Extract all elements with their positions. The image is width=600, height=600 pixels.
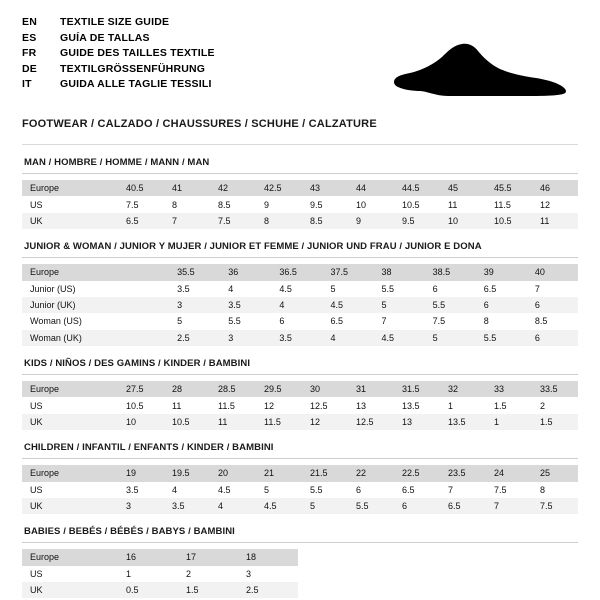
cell <box>118 313 169 329</box>
table-row <box>22 582 298 598</box>
cell: 10.5 <box>164 414 210 430</box>
cell: 6 <box>356 484 362 495</box>
row-label: Woman (UK) <box>22 330 118 346</box>
cell: 17 <box>178 549 238 565</box>
cell: 11.5 <box>256 414 302 430</box>
cell: 24 <box>486 465 532 481</box>
cell <box>118 330 169 346</box>
cell: 5 <box>330 283 336 294</box>
cell: 8 <box>256 213 302 229</box>
cell: 7.5 <box>532 498 578 514</box>
size-block-babies <box>22 526 578 598</box>
cell: 29.5 <box>256 381 302 397</box>
row-label: UK <box>22 213 118 229</box>
cell: 1.5 <box>494 400 507 411</box>
cell <box>118 281 169 297</box>
cell: 7.5 <box>432 316 446 327</box>
cell: 1.5 <box>178 582 238 598</box>
cell: 4 <box>322 330 373 346</box>
table-row <box>22 180 578 196</box>
cell: 22.5 <box>394 465 440 481</box>
language-row <box>22 63 215 79</box>
cell: 25 <box>532 465 578 481</box>
cell: 11 <box>448 199 458 210</box>
cell: 3.5 <box>220 297 271 313</box>
cell: 10 <box>118 414 164 430</box>
cell: 41 <box>164 180 210 196</box>
cell: 19 <box>118 465 164 481</box>
cell: 37.5 <box>322 264 373 280</box>
cell: 4 <box>172 484 178 495</box>
cell: 9 <box>264 199 270 210</box>
cell: 13 <box>356 400 367 411</box>
cell: 7 <box>381 316 387 327</box>
cell: 11 <box>172 400 182 411</box>
cell: 12 <box>264 400 275 411</box>
cell: 27.5 <box>118 381 164 397</box>
table-row <box>22 264 578 280</box>
block-heading: CHILDREN / INFANTIL / ENFANTS / KINDER / BAMBINI <box>24 442 274 454</box>
cell: 9.5 <box>394 213 440 229</box>
block-divider <box>22 173 578 174</box>
cell: 5 <box>177 316 183 327</box>
block-divider <box>22 542 578 543</box>
cell: 5.5 <box>228 316 241 327</box>
cell: 38 <box>374 264 425 280</box>
cell: 5 <box>425 330 476 346</box>
cell: 44.5 <box>394 180 440 196</box>
table-row <box>22 330 578 346</box>
table-row <box>22 414 578 430</box>
cell: 11 <box>532 213 578 229</box>
language-code: ES <box>22 31 37 44</box>
cell: 4.5 <box>374 330 425 346</box>
cell <box>118 297 169 313</box>
cell: 22 <box>348 465 394 481</box>
language-title: GUÍA DE TALLAS <box>60 31 150 44</box>
language-code: FR <box>22 47 37 59</box>
cell: 21.5 <box>302 465 348 481</box>
cell: 12 <box>302 414 348 430</box>
cell: 40.5 <box>118 180 164 196</box>
language-title: TEXTILGRÖSSENFÜHRUNG <box>60 62 206 75</box>
cell: 4.5 <box>256 498 302 514</box>
cell: 30 <box>302 381 348 397</box>
table-row <box>22 281 578 297</box>
cell: 11.5 <box>218 400 235 411</box>
table-row <box>22 297 578 313</box>
cell: 7 <box>486 498 532 514</box>
cell: 4 <box>210 498 256 514</box>
size-block-junior-woman <box>22 241 578 346</box>
cell: 5.5 <box>381 283 395 294</box>
cell: 10.5 <box>126 400 144 411</box>
row-label: Europe <box>22 381 118 397</box>
table-row <box>22 549 298 565</box>
cell: 3.5 <box>177 283 190 294</box>
cell: 33.5 <box>532 381 578 397</box>
cell: 45.5 <box>486 180 532 196</box>
table-row <box>22 566 298 582</box>
size-block-kids <box>22 358 578 430</box>
cell: 8.5 <box>534 316 548 327</box>
cell: 8.5 <box>302 213 348 229</box>
cell: 13 <box>394 414 440 430</box>
cell: 6.5 <box>330 316 343 327</box>
cell: 7 <box>448 484 454 495</box>
table-row <box>22 498 578 514</box>
cell: 31 <box>348 381 394 397</box>
cell: 6 <box>279 316 285 327</box>
cell: 4 <box>271 297 322 313</box>
cell: 4.5 <box>322 297 373 313</box>
block-divider <box>22 374 578 375</box>
cell: 5.5 <box>310 484 323 495</box>
block-divider <box>22 458 578 459</box>
language-row <box>22 32 215 48</box>
cell: 11 <box>210 414 256 430</box>
cell: 10.5 <box>402 199 420 210</box>
cell: 6 <box>432 283 438 294</box>
language-title: GUIDE DES TAILLES TEXTILE <box>60 47 215 59</box>
cell <box>118 264 169 280</box>
language-title-list <box>22 16 215 94</box>
cell: 32 <box>440 381 486 397</box>
block-heading: JUNIOR & WOMAN / JUNIOR Y MUJER / JUNIOR ET FEMME / JUNIOR UND FRAU / JUNIOR E DONA <box>24 241 482 253</box>
cell: 2.5 <box>169 330 220 346</box>
block-heading: BABIES / BEBÉS / BÉBÉS / BABYS / BAMBINI <box>24 526 235 538</box>
row-label: US <box>30 400 43 411</box>
row-label: US <box>30 199 43 210</box>
row-label: UK <box>22 498 118 514</box>
cell: 33 <box>486 381 532 397</box>
cell: 4.5 <box>218 484 231 495</box>
cell: 36.5 <box>271 264 322 280</box>
cell: 46 <box>532 180 578 196</box>
cell: 6 <box>476 297 527 313</box>
cell: 13.5 <box>440 414 486 430</box>
cell: 13.5 <box>402 400 420 411</box>
cell: 19.5 <box>164 465 210 481</box>
cell: 8 <box>540 484 546 495</box>
cell: 40 <box>527 264 578 280</box>
cell: 7.5 <box>494 484 507 495</box>
table-row <box>22 313 578 329</box>
table-row <box>22 482 578 498</box>
cell: 1 <box>448 400 454 411</box>
cell: 21 <box>256 465 302 481</box>
table-row <box>22 465 578 481</box>
cell: 2 <box>186 568 192 579</box>
cell: 12 <box>540 199 551 210</box>
cell: 31.5 <box>394 381 440 397</box>
cell: 5.5 <box>348 498 394 514</box>
cell: 0.5 <box>118 582 178 598</box>
cell: 6.5 <box>402 484 415 495</box>
cell: 2 <box>540 400 546 411</box>
cell: 12.5 <box>348 414 394 430</box>
cell: 44 <box>348 180 394 196</box>
block-divider <box>22 257 578 258</box>
size-table-junior-woman <box>22 264 578 346</box>
row-label: Europe <box>22 549 118 565</box>
table-row <box>22 196 578 212</box>
cell: 38.5 <box>425 264 476 280</box>
size-table-children <box>22 465 578 514</box>
cell: 1.5 <box>532 414 578 430</box>
cell: 6 <box>527 330 578 346</box>
cell: 10 <box>356 199 367 210</box>
cell: 6 <box>527 297 578 313</box>
page-header <box>22 16 578 108</box>
cell: 8 <box>172 199 178 210</box>
cell: 23.5 <box>440 465 486 481</box>
row-label: Junior (US) <box>30 283 76 294</box>
cell: 4 <box>228 283 234 294</box>
cell: 45 <box>440 180 486 196</box>
cell: 42 <box>210 180 256 196</box>
cell: 10.5 <box>486 213 532 229</box>
dress-shoe-icon <box>390 42 570 104</box>
row-label: US <box>30 484 43 495</box>
row-label: Woman (US) <box>30 316 82 327</box>
language-code: EN <box>22 16 37 28</box>
cell: 3.5 <box>126 484 139 495</box>
cell: 20 <box>210 465 256 481</box>
language-code: IT <box>22 78 32 90</box>
cell: 39 <box>476 264 527 280</box>
cell: 7.5 <box>210 213 256 229</box>
cell: 5.5 <box>425 297 476 313</box>
cell: 3 <box>169 297 220 313</box>
row-label: Europe <box>22 465 118 481</box>
language-title: GUIDA ALLE TAGLIE TESSILI <box>60 78 212 90</box>
row-label: Europe <box>22 264 118 280</box>
table-row <box>22 381 578 397</box>
language-code: DE <box>22 62 37 75</box>
cell: 7.5 <box>126 199 139 210</box>
size-block-children <box>22 442 578 514</box>
size-table-man <box>22 180 578 229</box>
cell: 10 <box>440 213 486 229</box>
cell: 3.5 <box>164 498 210 514</box>
language-row <box>22 78 215 94</box>
size-block-man <box>22 157 578 229</box>
cell: 3 <box>246 568 252 579</box>
cell: 6 <box>394 498 440 514</box>
category-title: FOOTWEAR / CALZADO / CHAUSSURES / SCHUHE / CALZATURE <box>22 118 377 130</box>
row-label: UK <box>22 582 118 598</box>
cell: 18 <box>238 549 298 565</box>
cell: 9 <box>348 213 394 229</box>
table-row <box>22 397 578 413</box>
cell: 42.5 <box>256 180 302 196</box>
cell: 8.5 <box>218 199 231 210</box>
cell: 2.5 <box>238 582 298 598</box>
language-title: TEXTILE SIZE GUIDE <box>60 16 170 28</box>
cell: 3 <box>118 498 164 514</box>
cell: 9.5 <box>310 199 323 210</box>
cell: 36 <box>220 264 271 280</box>
cell: 12.5 <box>310 400 328 411</box>
cell: 1 <box>486 414 532 430</box>
header-divider <box>22 144 578 145</box>
row-label: Junior (UK) <box>22 297 118 313</box>
cell: 6.5 <box>483 283 497 294</box>
cell: 7 <box>164 213 210 229</box>
cell: 5 <box>374 297 425 313</box>
cell: 11.5 <box>494 199 511 210</box>
size-table-kids <box>22 381 578 430</box>
language-row <box>22 16 215 32</box>
row-label: UK <box>22 414 118 430</box>
cell: 28 <box>164 381 210 397</box>
cell: 4.5 <box>279 283 292 294</box>
cell: 35.5 <box>169 264 220 280</box>
language-row <box>22 47 215 63</box>
cell: 1 <box>126 568 132 579</box>
block-heading: KIDS / NIÑOS / DES GAMINS / KINDER / BAMBINI <box>24 358 251 369</box>
cell: 16 <box>118 549 178 565</box>
row-label: Europe <box>22 180 118 196</box>
block-heading: MAN / HOMBRE / HOMME / MANN / MAN <box>24 157 210 168</box>
cell: 3.5 <box>271 330 322 346</box>
size-table-babies <box>22 549 298 598</box>
cell: 7 <box>534 283 540 294</box>
row-label: US <box>30 568 43 579</box>
table-row <box>22 213 578 229</box>
cell: 5.5 <box>476 330 527 346</box>
cell: 8 <box>483 316 489 327</box>
cell: 5 <box>302 498 348 514</box>
cell: 28.5 <box>210 381 256 397</box>
cell: 3 <box>220 330 271 346</box>
cell: 5 <box>264 484 270 495</box>
cell: 43 <box>302 180 348 196</box>
cell: 6.5 <box>118 213 164 229</box>
cell: 6.5 <box>440 498 486 514</box>
